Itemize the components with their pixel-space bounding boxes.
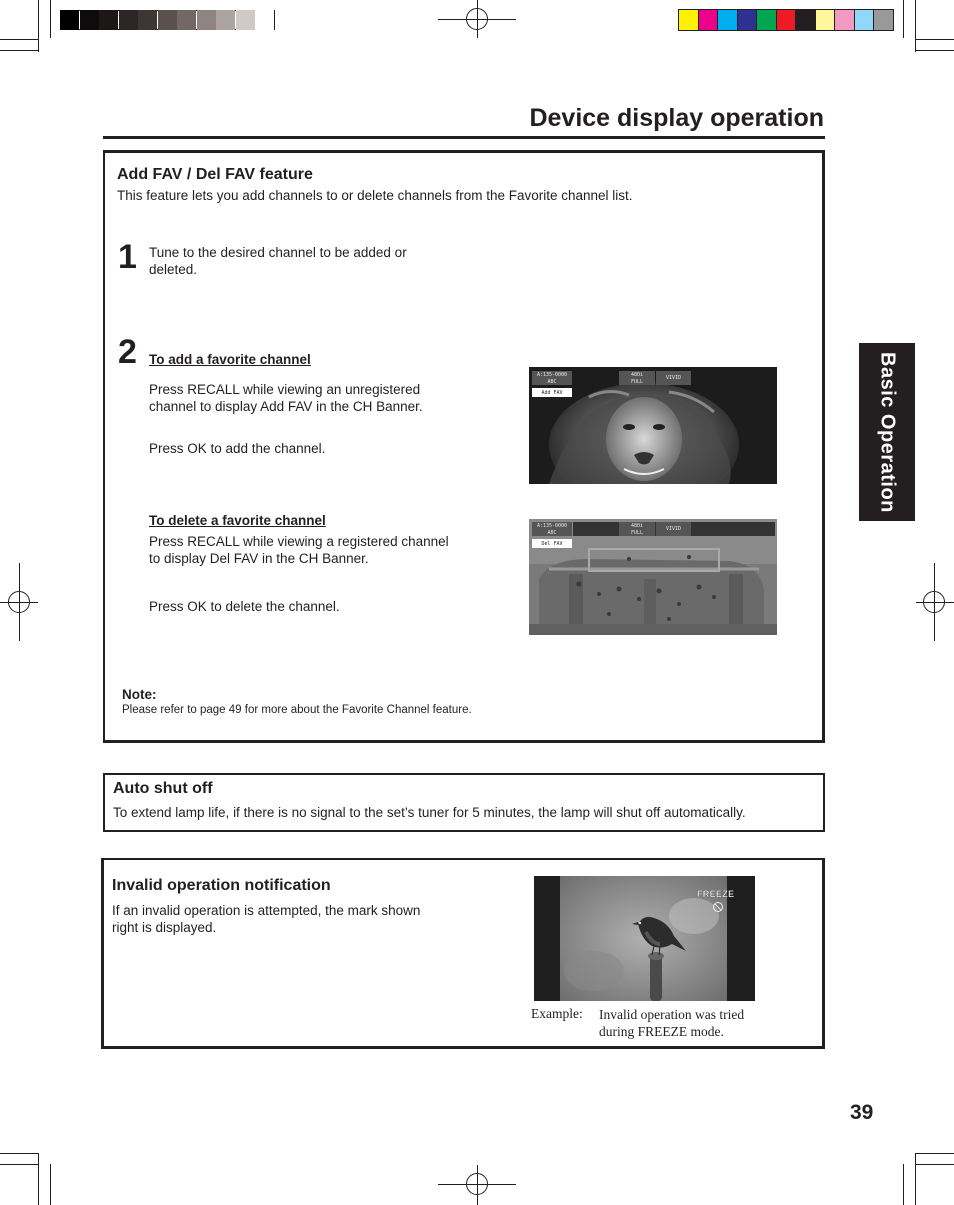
color-swatch [855,10,874,30]
invalid-op-heading: Invalid operation notification [112,877,331,894]
color-swatch [796,10,815,30]
step-1-text: Tune to the desired channel to be added or deleted. [149,245,407,277]
note-label: Note: [122,687,157,702]
gray-swatch [255,10,274,30]
crop-mark [916,39,954,40]
gray-swatch [138,10,157,30]
picture-mode: VIVID [665,375,682,381]
color-swatch [816,10,835,30]
crop-mark [50,0,51,38]
crop-mark [903,0,904,38]
crop-mark [915,1153,916,1205]
crop-mark [916,1164,954,1165]
invalid-mark-icon [714,903,723,912]
gray-swatch [60,10,79,30]
gray-swatch [158,10,177,30]
channel-network: ABC [547,530,557,536]
fav-heading: Add FAV / Del FAV feature [117,166,313,183]
note-text: Please refer to page 49 for more about the Favorite Channel feature. [122,704,472,716]
invalid-op-text: If an invalid operation is attempted, the mark shown right is displayed. [112,903,421,935]
gray-swatch [197,10,216,30]
page-number: 39 [850,1101,874,1124]
crop-mark [0,1153,38,1154]
del-fav-text: Press RECALL while viewing a registered channel to display Del FAV in the CH Banner. [149,534,449,566]
crop-mark [50,1164,51,1205]
gray-swatch [80,10,99,30]
add-fav-ok: Press OK to add the channel. [149,441,326,456]
aspect-mode: FULL [630,379,644,385]
crop-mark [903,1164,904,1205]
step-1-number: 1 [118,238,137,276]
gray-swatch [177,10,196,30]
fav-label: Add FAV [541,390,563,396]
add-fav-heading: To add a favorite channel [149,352,311,367]
crop-mark [38,0,39,52]
add-fav-text: Press RECALL while viewing an unregistered channel to display Add FAV in the CH Banner. [149,382,423,414]
tv-screen-freeze [534,876,755,1001]
channel-network: ABC [547,379,557,385]
freeze-label: FREEZE [697,889,735,899]
channel-number: A:135-0000 [536,372,568,378]
color-swatch [835,10,854,30]
side-tab-label-wrap [859,343,915,521]
step-2-number: 2 [118,333,137,371]
color-swatch [679,10,698,30]
auto-shut-off-heading: Auto shut off [113,780,213,797]
title-rule [103,136,825,139]
fav-label: Del FAV [541,541,563,547]
page-title: Device display operation [529,104,824,132]
crop-mark [0,50,38,51]
crop-mark [38,1153,39,1205]
tv-screen-add-fav [529,367,777,484]
crop-mark [0,1164,38,1165]
color-swatch [874,10,893,30]
picture-mode: VIVID [665,526,682,532]
auto-shut-off-text: To extend lamp life, if there is no signal to the set’s tuner for 5 minutes, the lamp will shut off automatically. [113,805,746,820]
gray-swatch [236,10,255,30]
gray-swatch [99,10,118,30]
color-swatch [699,10,718,30]
del-fav-heading: To delete a favorite channel [149,513,326,528]
side-tab-label: Basic Operation [876,351,899,513]
crop-mark [916,50,954,51]
tv-screen-del-fav [529,519,777,635]
gray-swatch [216,10,235,30]
crop-mark [0,39,38,40]
caption-label: Example: [531,1006,583,1021]
caption-text: Invalid operation was tried during FREEZE mode. [599,1007,745,1039]
gray-swatch [119,10,138,30]
del-fav-ok: Press OK to delete the channel. [149,599,340,614]
ruins-image [529,519,777,635]
fav-intro: This feature lets you add channels to or delete channels from the Favorite channel list. [117,188,633,203]
color-swatch [738,10,757,30]
crop-mark [915,0,916,52]
video-format: 480i [630,523,644,529]
color-swatch [718,10,737,30]
color-swatch [757,10,776,30]
aspect-mode: FULL [630,530,644,536]
channel-number: A:135-0000 [536,523,568,529]
crop-mark [916,1153,954,1154]
video-format: 480i [630,372,644,378]
color-swatch [777,10,796,30]
